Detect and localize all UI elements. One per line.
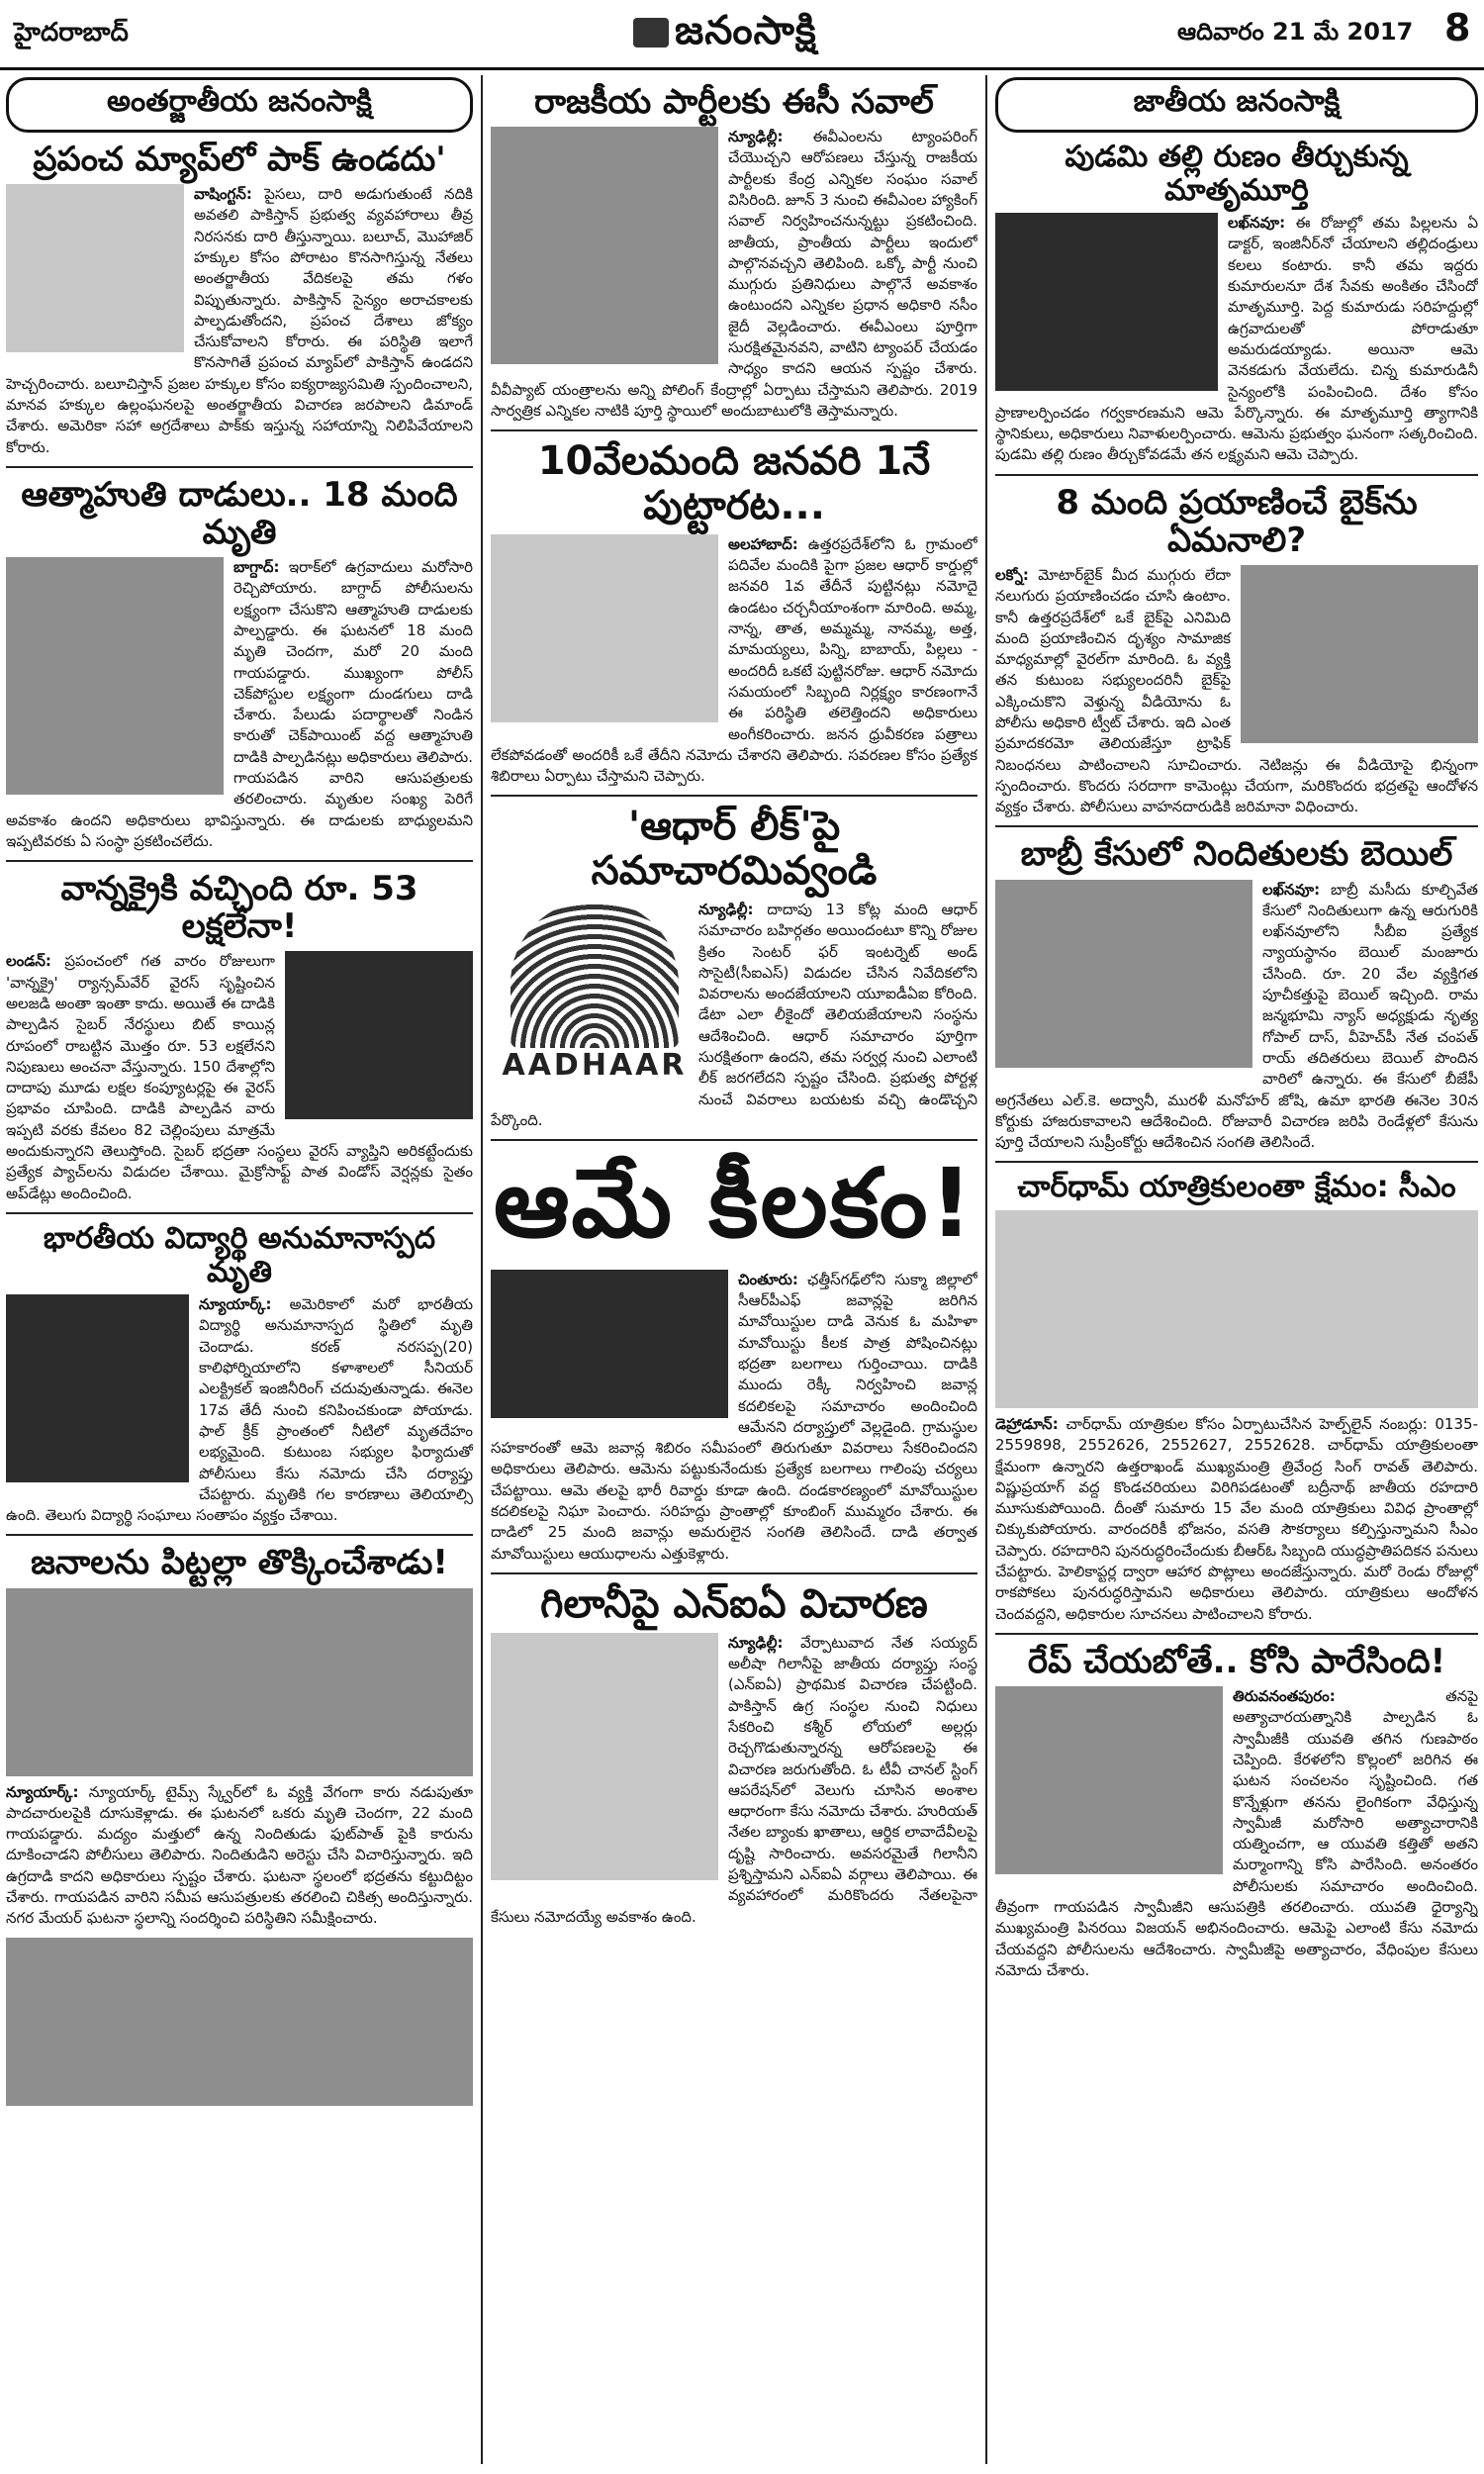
article-photo <box>491 127 718 364</box>
article-ec-challenge <box>491 83 977 431</box>
headline: బాబ్రీ కేసులో నిందితులకు బెయిల్ <box>1020 834 1453 875</box>
headline: ప్రపంచ మ్యాప్‌లో పాక్ ఉండదు' <box>33 140 446 179</box>
article-body: ప్రపంచంలో గత వారం రోజులుగా 'వాన్నక్రై' ర్యాన్సమ్‌వేర్ వైరస్ సృష్టించిన అలజడి అంతా ఇంతా కాదు. అయితే ఈ దాడికి పాల్పడిన సైబర్ నేరస్థులు బిట్ కాయిన్ల రూపంలో రాబట్టిన మొత్తం రూ. 53 లక్షలేనని నిపుణులు అంచనా వేస్తున్నారు. 150 దేశాల్లోని దాదాపు మూడు లక్షల కంప్యూటర్లపై ఈ వైరస్ ప్రభావం చూపింది. దాడికి పాల్పడిన వారు ఇప్పటి వరకు కేవలం 82 చెల్లింపులు మాత్రమే అందుకున్నారని తెలుస్తోంది. సైబర్ భద్రతా సంస్థలు వైరస్ వ్యాప్తిని అరికట్టేందుకు ప్రత్యేక ప్యాచ్‌లను విడుదల చేశాయి. మైక్రోసాఫ్ట్ పాత విండోస్ వెర్షన్లకు సైతం అప్‌డేట్లు అందించింది. <box>6 952 473 1202</box>
article-swamy-attack <box>995 1643 1478 1981</box>
article-photo <box>995 213 1218 391</box>
article-woman-maoist <box>491 1148 977 1574</box>
article-body: న్యూయార్క్ టైమ్స్ స్క్వేర్‌లో ఓ వ్యక్తి వేగంగా కారు నడుపుతూ పాదచారులపైకి దూసుకెళ్లాడు. ఈ ఘటనలో ఒకరు మృతి చెందగా, 22 మంది గాయపడ్డారు. మద్యం మత్తులో ఉన్న నిందితుడు ఫుట్‌పాత్ పైకి కారును దూకించాడని పోలీసులు తెలిపారు. నిందితుడిని అరెస్టు చేసి విచారిస్తున్నారు. ఇది ఉగ్రదాడి కాదని అధికారులు స్పష్టం చేశారు. ఘటనా స్థలంలో భద్రతను కట్టుదిట్టం చేశారు. గాయపడిన వారిని సమీప ఆసుపత్రులకు తరలించి చికిత్స అందిస్తున్నారు. నగర మేయర్ ఘటనా స్థలాన్ని సందర్శించి పరిస్థితిని సమీక్షించారు. <box>6 1782 473 1928</box>
dateline: న్యూయార్క్: <box>6 1782 79 1801</box>
article-body: మోటార్‌బైక్ మీద ముగ్గురు లేదా నలుగురు ప్రయాణించడం చూసి ఉంటాం. కానీ ఉత్తరప్రదేశ్‌లో ఒకే బైక్‌పై ఎనిమిది మంది ప్రయాణించిన దృశ్యం సామాజిక మాధ్యమాల్లో వైరల్‌గా మారింది. ఓ వ్యక్తి తన కుటుంబ సభ్యులందరినీ బైక్‌పై ఎక్కించుకొని వెళ్తున్న వీడియోను ఓ పోలీసు అధికారి ట్వీట్ చేశారు. ఇది ఎంత ప్రమాదకరమో తెలియజేస్తూ ట్రాఫిక్ నిబంధనలు పాటించాలని సూచించారు. నెటిజన్లు ఈ వీడియోపై భిన్నంగా స్పందించారు. కొందరు సరదాగా కామెంట్లు చేయగా, మరికొందరు భద్రతపై ఆందోళన వ్యక్తం చేశారు. పోలీసులు వాహనదారుడికి జరిమానా విధించారు. <box>995 565 1478 816</box>
headline: ఆత్మాహుతి దాడులు.. 18 మంది మృతి <box>21 474 458 553</box>
headline: గిలానీపై ఎన్ఐఏ విచారణ <box>540 1580 928 1627</box>
article-body: ఈ రోజుల్లో తమ పిల్లలను ఏ డాక్టర్, ఇంజినీర్‌నో చేయాలని తల్లిదండ్రులు కలలు కంటారు. కానీ తమ ఇద్దరు కుమారులనూ దేశ సేవకు అంకితం చేసిందో మాతృమూర్తి. పెద్ద కుమారుడు సరిహద్దుల్లో ఉగ్రవాదులతో పోరాడుతూ అమరుడయ్యాడు. అయినా ఆమె వెనకడుగు వేయలేదు. చిన్న కుమారుడినీ సైన్యంలోకి పంపించింది. దేశం కోసం ప్రాణాలర్పించడం గర్వకారణమని ఆమె పేర్కొన్నారు. ఈ మాతృమూర్తి త్యాగానికి స్థానికులు, అధికారులు నివాళులర్పించారు. ఆమెను ప్రభుత్వం ఘనంగా సత్కరించింది. పుడమి తల్లి రుణం తీర్చుకోవడమే తన లక్ష్యమని ఆమె చెప్పారు. <box>995 214 1478 464</box>
dateline: న్యూఢిల్లీ: <box>728 128 784 146</box>
article-photo <box>491 1270 728 1418</box>
dateline: అలహాబాద్: <box>728 534 798 553</box>
article-body: అమెరికాలో మరో భారతీయ విద్యార్థి అనుమానాస్పద స్థితిలో మృతి చెందాడు. కరణ్ నరసప్ప(20) కాలిఫోర్నియాలోని కళాశాలలో సీనియర్ ఎలక్ట్రికల్ ఇంజినీరింగ్ చదువుతున్నాడు. ఈనెల 17వ తేదీ నుంచి కనిపించకుండా పోయాడు. ఫాల్ క్రీక్ ప్రాంతంలో నీటిలో మృతదేహం లభ్యమైంది. కుటుంబ సభ్యుల ఫిర్యాదుతో పోలీసులు కేసు నమోదు చేసి దర్యాప్తు చేపట్టారు. మృతికి గల కారణాలు తెలియాల్సి ఉంది. తెలుగు విద్యార్థి సంఘాలు సంతాపం వ్యక్తం చేశాయి. <box>6 1295 473 1525</box>
newspaper-logo <box>633 8 817 63</box>
city-name: హైదరాబాద్ <box>14 18 129 48</box>
article-photo <box>995 1210 1478 1408</box>
article-body: ఈవీఎంలను ట్యాంపరింగ్ చేయొచ్చని ఆరోపణలు చేస్తున్న రాజకీయ పార్టీలకు కేంద్ర ఎన్నికల సంఘం సవాల్ విసిరింది. జూన్ 3 నుంచి ఈవీఎంల హ్యాకింగ్ సవాల్ నిర్వహించనున్నట్టు ప్రకటించింది. జాతీయ, ప్రాంతీయ పార్టీలు ఇందులో పాల్గొనవచ్చని తెలిపింది. ఒక్కో పార్టీ నుంచి ముగ్గురు ప్రతినిధులు పాల్గొనే అవకాశం ఉంటుందని ఎన్నికల ప్రధాన అధికారి నసీం జైదీ వెల్లడించారు. ఈవీఎంలు పూర్తిగా సురక్షితమైనవని, వాటిని ట్యాంపర్ చేయడం సాధ్యం కాదని ఆయన స్పష్టం చేశారు. వీవీప్యాట్ యంత్రాలను అన్ని పోలింగ్ కేంద్రాల్లో ఏర్పాటు చేస్తామని తెలిపారు. 2019 సార్వత్రిక ఎన్నికల నాటికి పూర్తి స్థాయిలో అందుబాటులోకి తెస్తామన్నారు. <box>491 128 977 420</box>
article-body: పైసలు, దారి అడుగుతుంటే నదికి అవతలి పాకిస్తాన్ ప్రభుత్వ వ్యవహారాలు తీవ్ర నిరసనకు దారి తీస్తున్నాయి. బలూచ్, మొహాజిర్ హక్కుల కోసం పోరాటం కొనసాగిస్తున్న నేతలు అంతర్జాతీయ వేదికలపై తమ గళం విప్పుతున్నారు. పాకిస్తాన్ సైన్యం అరాచకాలకు పాల్పడుతోందని, ప్రపంచ దేశాలు జోక్యం చేసుకోవాలని కోరారు. ఈ పరిస్థితి ఇలాగే కొనసాగితే ప్రపంచ మ్యాప్‌లో పాకిస్తాన్ ఉండదని హెచ్చరించారు. బలూచిస్తాన్ ప్రజల హక్కుల కోసం ఐక్యరాజ్యసమితి స్పందించాలని, మానవ హక్కుల ఉల్లంఘనలపై అంతర్జాతీయ విచారణ జరపాలని డిమాండ్ చేశారు. అమెరికా సహా అగ్రదేశాలు పాక్‌కు ఇస్తున్న సహాయాన్ని నిలిపివేయాలని కోరారు. <box>6 185 473 456</box>
article-photo <box>995 1686 1223 1874</box>
newspaper-name: జనంసాక్షి <box>675 8 817 53</box>
headline: రేప్ చేయబోతే.. కోసి పారేసింది! <box>1027 1641 1446 1681</box>
article-photo <box>6 557 224 795</box>
article-photo <box>995 880 1252 1068</box>
article-photo <box>6 184 184 352</box>
dateline: న్యూఢిల్లీ: <box>728 1633 784 1652</box>
article-suicide-attacks <box>6 476 473 862</box>
page-number: 8 <box>1444 6 1471 49</box>
headline: భారతీయ విద్యార్థి అనుమానాస్పద మృతి <box>43 1220 436 1289</box>
article-body: దాదాపు 13 కోట్ల మంది ఆధార్ సమాచారం బహిర్గతం అయిందంటూ కొన్ని రోజుల క్రితం సెంటర్ ఫర్ ఇంటర్నెట్ అండ్ సొసైటీ(సీఐఎస్) విడుదల చేసిన నివేదికలోని వివరాలను అందజేయాలని యూఐడీఏఐ కోరింది. డేటా ఎలా లీకైందో తెలియజేయాలని సంస్థను ఆదేశించింది. ఆధార్ సమాచారం పూర్తిగా సురక్షితంగా ఉందని, తమ సర్వర్ల నుంచి ఎలాంటి లీక్ జరగలేదని స్పష్టం చేసింది. ప్రభుత్వ పోర్టళ్ల నుంచే వివరాలు బయటకు వచ్చి ఉండొచ్చని పేర్కొంది. <box>491 900 977 1129</box>
column-divider <box>985 75 987 2464</box>
section-title-international: అంతర్జాతీయ జనంసాక్షి <box>6 77 473 133</box>
headline: రాజకీయ పార్టీలకు ఈసీ సవాల్ <box>534 82 934 122</box>
masthead-rule <box>0 67 1484 70</box>
dateline: లక్నో: <box>995 565 1029 584</box>
article-body: ఛత్తీస్‌గఢ్‌లోని సుక్మా జిల్లాలో సీఆర్‌పీఎఫ్ జవాన్లపై జరిగిన మావోయిస్టుల దాడి వెనుక ఓ మహిళా మావోయిస్టు కీలక పాత్ర పోషించినట్లు భద్రతా బలగాలు గుర్తించాయి. దాడికి ముందు రెక్కీ నిర్వహించి జవాన్ల కదలికలపై సమాచారం అందించింది ఆమేనని దర్యాప్తులో వెల్లడైంది. గ్రామస్థుల సహకారంతో ఆమె జవాన్ల శిబిరం సమీపంలో తిరుగుతూ వివరాలు సేకరించిందని అధికారులు తెలిపారు. ఆమెను పట్టుకునేందుకు ప్రత్యేక బలగాలు గాలింపు చర్యలు చేపట్టాయి. ఆమె తలపై భారీ రివార్డు కూడా ఉంది. దండకారణ్యంలో మావోయిస్టుల కదలికలపై నిఘా పెంచారు. సరిహద్దు ప్రాంతాల్లో కూంబింగ్ ముమ్మరం చేశారు. ఈ దాడిలో 25 మంది జవాన్లు అమరులైన సంగతి తెలిసిందే. దాడి తర్వాత మావోయిస్టులు ఆయుధాలను ఎత్తుకెళ్లారు. <box>491 1270 977 1563</box>
article-body: బాబ్రీ మసీదు కూల్చివేత కేసులో నిందితులుగా ఉన్న ఆరుగురికి లఖ్‌నవూలోని సీబీఐ ప్రత్యేక న్యాయస్థానం బెయిల్ మంజూరు చేసింది. రూ. 20 వేల వ్యక్తిగత పూచీకత్తుపై బెయిల్ ఇచ్చింది. రామ జన్మభూమి న్యాస్ అధ్యక్షుడు నృత్య గోపాల్ దాస్, వీహెచ్‌పీ నేత చంపత్ రాయ్ తదితరులు బెయిల్ పొందిన వారిలో ఉన్నారు. ఈ కేసులో బీజేపీ అగ్రనేతలు ఎల్.కె. అద్వానీ, మురళీ మనోహర్ జోషి, ఉమా భారతి ఈనెల 30న కోర్టుకు హాజరుకావాలని ఆదేశించింది. రోజువారీ విచారణ జరిపి రెండేళ్లలో కేసును పూర్తి చేయాలని సుప్రీంకోర్టు ఆదేశించిన సంగతి తెలిసిందే. <box>995 880 1478 1152</box>
headline: పుడమి తల్లి రుణం తీర్చుకున్న మాతృమూర్తి <box>1065 140 1409 208</box>
article-aadhaar-birthdays <box>491 439 977 797</box>
headline: 'ఆధార్ లీక్'పై సమాచారమివ్వండి <box>591 804 878 895</box>
dateline: బాగ్దాద్: <box>233 558 280 577</box>
masthead <box>0 0 1484 69</box>
article-photo <box>491 1633 718 1880</box>
aadhaar-logo-text: AADHAAR <box>502 1047 688 1083</box>
dateline: చింతూరు: <box>738 1270 798 1288</box>
column-divider <box>481 75 483 2464</box>
headline: చార్‌ధామ్ యాత్రికులంతా క్షేమం: సీఎం <box>1017 1170 1456 1205</box>
article-photo <box>491 534 718 722</box>
dateline: న్యూయార్క్: <box>199 1295 272 1314</box>
fingerprint-icon <box>510 900 679 1048</box>
article-mother <box>995 141 1478 476</box>
dateline: తిరువనంతపురం: <box>1233 1687 1336 1706</box>
article-photo <box>1241 565 1478 743</box>
article-body: ఇరాక్‌లో ఉగ్రవాదులు మరోసారి రెచ్చిపోయారు. బాగ్దాద్ పోలీసులను లక్ష్యంగా చేసుకొని ఆత్మాహుతి దాడులకు పాల్పడ్డారు. ఈ ఘటనలో 18 మంది మృతి చెందగా, మరో 20 మంది గాయపడ్డారు. ముఖ్యంగా పోలీస్ చెక్‌పోస్టుల లక్ష్యంగా దుండగులు దాడి చేశారు. పేలుడు పదార్థాలతో నిండిన కారుతో చెక్‌పాయింట్ వద్ద ఆత్మాహుతి దాడికి పాల్పడినట్లు అధికారులు తెలిపారు. గాయపడిన వారిని ఆసుపత్రులకు తరలించారు. మృతుల సంఖ్య పెరిగే అవకాశం ఉందని అధికారులు భావిస్తున్నారు. ఈ దాడులకు బాధ్యులమని ఇప్పటివరకు ఏ సంస్థా ప్రకటించలేదు. <box>6 558 473 850</box>
dateline: లఖ్‌నవూ: <box>1228 214 1286 233</box>
headline: 10వేలమంది జనవరి 1నే పుట్టారట... <box>537 438 931 529</box>
headline: జనాలను పిట్టల్లా తొక్కించేశాడు! <box>31 1543 448 1583</box>
article-body: చార్‌ధామ్ యాత్రికుల కోసం ఏర్పాటుచేసిన హెల్ప్‌లైన్ నంబర్లు: 0135-2559898, 2552626, 2552627, 2552628. చార్‌ధామ్ యాత్రికులంతా క్షేమంగా ఉన్నారని ఉత్తరాఖండ్ ముఖ్యమంత్రి త్రివేంద్ర సింగ్ రావత్ తెలిపారు. విష్ణుప్రయాగ్ వద్ద కొండచరియలు విరిగిపడటంతో బద్రీనాథ్ జాతీయ రహదారి మూసుకుపోయింది. దీంతో సుమారు 15 వేల మంది యాత్రికులు వివిధ ప్రాంతాల్లో చిక్కుకుపోయారు. వారందరికీ భోజనం, వసతి సౌకర్యాలు కల్పిస్తున్నామని సీఎం చెప్పారు. రహదారిని పునరుద్ధరించేందుకు బీఆర్‌ఓ సిబ్బంది యుద్ధప్రాతిపదికన పనులు చేపట్టారు. హెలికాప్టర్ల ద్వారా ఆహార పొట్లాలు అందజేస్తున్నారు. మరో రెండు రోజుల్లో రాకపోకలు పునరుద్ధరిస్తామని అధికారులు తెలిపారు. యాత్రికులు ఆందోళన చెందవద్దని, అధికారుల సూచనలు పాటించాలని కోరారు. <box>995 1415 1478 1623</box>
headline: ఆమే కీలకం! <box>493 1148 975 1260</box>
article-geelani-nia <box>491 1582 977 1928</box>
article-photo <box>6 1588 473 1776</box>
article-wannacry <box>6 870 473 1214</box>
dateline: న్యూఢిల్లీ: <box>698 900 754 918</box>
right-column <box>995 75 1478 2464</box>
aadhaar-logo <box>491 900 698 1097</box>
article-times-square <box>6 1544 473 2105</box>
issue-date: ఆదివారం 21 మే 2017 <box>1177 18 1414 46</box>
article-babri-bail <box>995 835 1478 1163</box>
dateline: డెహ్రాడూన్: <box>995 1415 1059 1433</box>
article-pak-map <box>6 141 473 468</box>
left-column <box>6 75 473 2464</box>
dateline: లఖ్‌నవూ: <box>1262 880 1321 899</box>
article-body: ఉత్తరప్రదేశ్‌లోని ఓ గ్రామంలో పదివేల మందికి పైగా ప్రజల ఆధార్ కార్డుల్లో జనవరి 1వ తేదీనే పుట్టినట్లు నమోదై ఉండటం చర్చనీయాంశంగా మారింది. అమ్మ, నాన్న, తాత, అమ్మమ్మ, నానమ్మ, అత్త, మామయ్యలు, పిన్ని, బాబాయ్, పిల్లలు - అందరిదీ ఒకటే పుట్టినరోజు. ఆధార్ నమోదు సమయంలో సిబ్బంది నిర్లక్ష్యం కారణంగానే ఈ పరిస్థితి తలెత్తిందని అధికారులు అంగీకరించారు. జనన ధ్రువీకరణ పత్రాలు లేకపోవడంతో అందరికీ ఒకే తేదీని నమోదు చేశారని తెలిపారు. సవరణల కోసం ప్రత్యేక శిబిరాలు ఏర్పాటు చేస్తామని చెప్పారు. <box>491 534 977 786</box>
headline: వాన్నక్రైకి వచ్చింది రూ. 53 లక్షలేనా! <box>60 869 418 947</box>
article-photo <box>6 1294 189 1482</box>
article-chardham <box>995 1171 1478 1635</box>
section-title-national: జాతీయ జనంసాక్షి <box>995 77 1478 133</box>
headline: 8 మంది ప్రయాణించే బైక్‌ను ఏమనాలి? <box>1056 482 1418 560</box>
article-indian-student <box>6 1222 473 1536</box>
dateline: లండన్: <box>6 952 51 971</box>
dateline: వాషింగ్టన్: <box>194 185 252 204</box>
article-photo <box>6 1938 473 2106</box>
article-photo <box>285 951 473 1119</box>
article-body: తనపై అత్యాచారయత్నానికి పాల్పడిన ఓ స్వామీజీకి యువతి తగిన గుణపాఠం చెప్పింది. కేరళలోని కొల్లంలో జరిగిన ఈ ఘటన సంచలనం సృష్టించింది. గత కొన్నేళ్లుగా తనను లైంగికంగా వేధిస్తున్న స్వామీజీ మరోసారి అత్యాచారానికి యత్నించగా, ఆ యువతి కత్తితో అతని మర్మాంగాన్ని కోసి పారేసింది. అనంతరం పోలీసులకు సమాచారం అందించింది. తీవ్రంగా గాయపడిన స్వామీజీని ఆసుపత్రికి తరలించారు. యువతి ధైర్యాన్ని ముఖ్యమంత్రి పినరయి విజయన్ అభినందించారు. ఆమెపై ఎలాంటి కేసు నమోదు చేయవద్దని పోలీసులను ఆదేశించారు. స్వామీజీపై అత్యాచారం, వేధింపుల కేసులు నమోదు చేశారు. <box>995 1687 1478 1979</box>
middle-column <box>491 75 977 2464</box>
article-eight-on-bike <box>995 484 1478 828</box>
article-aadhaar-leak <box>491 805 977 1141</box>
logo-icon <box>633 18 669 48</box>
article-body: వేర్పాటువాద నేత సయ్యద్ అలీషా గిలానీపై జాతీయ దర్యాప్తు సంస్థ (ఎన్ఐఏ) ప్రాథమిక విచారణ చేపట్టింది. పాకిస్తాన్ ఉగ్ర సంస్థల నుంచి నిధులు సేకరించి కశ్మీర్ లోయలో అల్లర్లు రెచ్చగొడుతున్నారన్న ఆరోపణలపై ఈ విచారణ జరుగుతోంది. ఓ టీవీ చానల్ స్టింగ్ ఆపరేషన్‌లో వెలుగు చూసిన అంశాల ఆధారంగా కేసు నమోదు చేశారు. హురియత్ నేతల బ్యాంకు ఖాతాలు, ఆర్థిక లావాదేవీలపై దృష్టి సారించారు. అవసరమైతే గిలానీని ప్రశ్నిస్తామని ఎన్ఐఏ వర్గాలు తెలిపాయి. ఈ వ్యవహారంలో మరికొందరు నేతలపైనా కేసులు నమోదయ్యే అవకాశం ఉంది. <box>491 1633 977 1926</box>
